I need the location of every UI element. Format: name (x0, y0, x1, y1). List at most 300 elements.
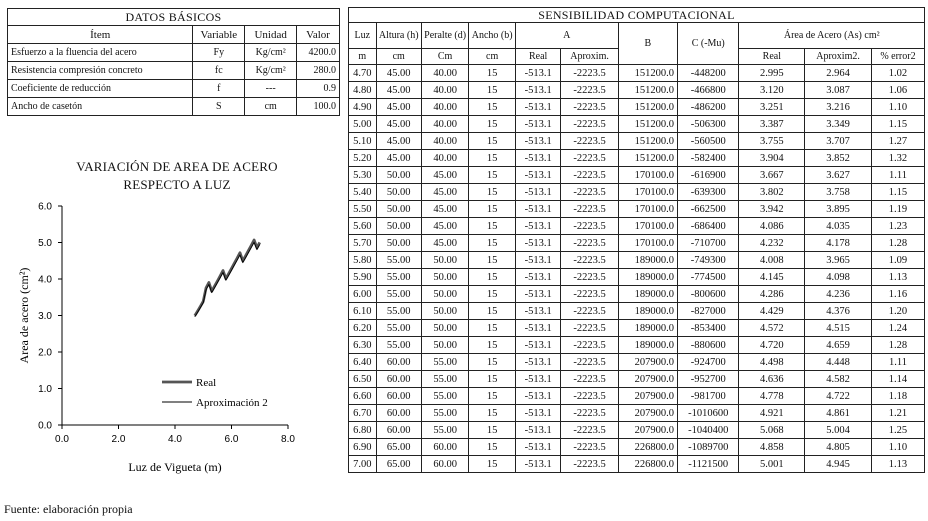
cell-a-real: -513.1 (515, 99, 561, 116)
cell-a-aprox: -2223.5 (561, 133, 618, 150)
cell-b: 151200.0 (618, 82, 677, 99)
cell-a-real: -513.1 (515, 235, 561, 252)
cell-a-aprox: -2223.5 (561, 235, 618, 252)
cell-b: 189000.0 (618, 303, 677, 320)
cell-as-aprox: 4.035 (805, 218, 872, 235)
cell-altura: 65.00 (376, 456, 421, 473)
cell-luz: 5.70 (349, 235, 377, 252)
cell-peralte: 45.00 (421, 167, 469, 184)
cell-c: -466800 (678, 82, 739, 99)
cell-altura: 45.00 (376, 150, 421, 167)
cell-as-real: 4.498 (739, 354, 805, 371)
cell-as-real: 4.720 (739, 337, 805, 354)
basic-cell-item: Coeficiente de reducción (8, 80, 193, 98)
cell-altura: 55.00 (376, 303, 421, 320)
table-row (349, 201, 925, 218)
unit-as-real: Real (739, 49, 805, 65)
cell-as-aprox: 4.098 (805, 269, 872, 286)
cell-a-real: -513.1 (515, 201, 561, 218)
cell-error: 1.32 (871, 150, 924, 167)
y-tick-label: 6.0 (38, 201, 52, 213)
y-tick-label: 3.0 (38, 311, 52, 322)
cell-a-aprox: -2223.5 (561, 388, 618, 405)
cell-b: 170100.0 (618, 167, 677, 184)
cell-as-aprox: 4.236 (805, 286, 872, 303)
table-row (349, 405, 925, 422)
cell-as-aprox: 3.707 (805, 133, 872, 150)
basic-data-row (8, 80, 340, 98)
cell-a-real: -513.1 (515, 337, 561, 354)
table-row (349, 133, 925, 150)
basic-data-row (8, 44, 340, 62)
header-altura: Altura (h) (376, 23, 421, 49)
cell-luz: 5.60 (349, 218, 377, 235)
table-row (349, 388, 925, 405)
cell-as-real: 5.068 (739, 422, 805, 439)
basic-cell-item: Esfuerzo a la fluencia del acero (8, 44, 193, 62)
unit-luz: m (349, 49, 377, 65)
y-axis-label: Area de acero (cm²) (17, 267, 31, 364)
cell-error: 1.23 (871, 218, 924, 235)
cell-b: 151200.0 (618, 150, 677, 167)
cell-a-aprox: -2223.5 (561, 303, 618, 320)
cell-b: 170100.0 (618, 218, 677, 235)
cell-peralte: 50.00 (421, 320, 469, 337)
cell-as-real: 4.921 (739, 405, 805, 422)
cell-altura: 55.00 (376, 337, 421, 354)
cell-c: -560500 (678, 133, 739, 150)
basic-header-item: Ítem (8, 26, 193, 44)
cell-a-real: -513.1 (515, 167, 561, 184)
cell-c: -582400 (678, 150, 739, 167)
cell-luz: 5.20 (349, 150, 377, 167)
cell-ancho: 15 (469, 82, 515, 99)
cell-error: 1.24 (871, 320, 924, 337)
cell-a-real: -513.1 (515, 456, 561, 473)
cell-b: 151200.0 (618, 65, 677, 82)
basic-cell-value: 100.0 (297, 98, 340, 116)
header-a: A (515, 23, 618, 49)
cell-as-real: 4.572 (739, 320, 805, 337)
cell-peralte: 55.00 (421, 388, 469, 405)
header-luz: Luz (349, 23, 377, 49)
table-row (349, 82, 925, 99)
cell-as-real: 3.387 (739, 116, 805, 133)
cell-error: 1.15 (871, 116, 924, 133)
cell-ancho: 15 (469, 422, 515, 439)
cell-c: -710700 (678, 235, 739, 252)
basic-cell-value: 0.9 (297, 80, 340, 98)
y-tick-label: 0.0 (38, 420, 52, 432)
cell-ancho: 15 (469, 116, 515, 133)
table-row (349, 65, 925, 82)
basic-cell-variable: Fy (193, 44, 245, 62)
legend-label: Real (196, 377, 217, 389)
cell-altura: 50.00 (376, 184, 421, 201)
basic-cell-item: Resistencia compresión concreto (8, 62, 193, 80)
cell-ancho: 15 (469, 388, 515, 405)
cell-b: 207900.0 (618, 422, 677, 439)
cell-peralte: 55.00 (421, 422, 469, 439)
cell-ancho: 15 (469, 286, 515, 303)
cell-error: 1.10 (871, 439, 924, 456)
cell-peralte: 40.00 (421, 116, 469, 133)
cell-error: 1.13 (871, 269, 924, 286)
table-row (349, 99, 925, 116)
table-row (349, 286, 925, 303)
cell-c: -639300 (678, 184, 739, 201)
cell-altura: 45.00 (376, 116, 421, 133)
table-row (349, 337, 925, 354)
table-row (349, 116, 925, 133)
cell-altura: 60.00 (376, 405, 421, 422)
cell-altura: 55.00 (376, 252, 421, 269)
header-ancho: Ancho (b) (469, 23, 515, 49)
cell-as-real: 4.636 (739, 371, 805, 388)
cell-peralte: 45.00 (421, 218, 469, 235)
cell-a-real: -513.1 (515, 218, 561, 235)
cell-a-aprox: -2223.5 (561, 405, 618, 422)
basic-cell-unit: --- (245, 80, 297, 98)
cell-as-real: 3.755 (739, 133, 805, 150)
cell-a-real: -513.1 (515, 116, 561, 133)
cell-error: 1.11 (871, 167, 924, 184)
cell-as-aprox: 3.965 (805, 252, 872, 269)
cell-a-real: -513.1 (515, 303, 561, 320)
cell-c: -880600 (678, 337, 739, 354)
cell-b: 189000.0 (618, 252, 677, 269)
cell-peralte: 45.00 (421, 235, 469, 252)
cell-a-real: -513.1 (515, 133, 561, 150)
cell-luz: 6.30 (349, 337, 377, 354)
table-row (349, 439, 925, 456)
cell-b: 170100.0 (618, 235, 677, 252)
header-c: C (-Mu) (678, 23, 739, 65)
cell-luz: 6.00 (349, 286, 377, 303)
cell-as-aprox: 4.582 (805, 371, 872, 388)
cell-ancho: 15 (469, 439, 515, 456)
cell-as-real: 4.286 (739, 286, 805, 303)
cell-luz: 6.80 (349, 422, 377, 439)
cell-error: 1.11 (871, 354, 924, 371)
cell-as-aprox: 3.895 (805, 201, 872, 218)
cell-error: 1.21 (871, 405, 924, 422)
cell-as-real: 3.802 (739, 184, 805, 201)
cell-luz: 5.00 (349, 116, 377, 133)
table-row (349, 303, 925, 320)
table-row (349, 422, 925, 439)
cell-ancho: 15 (469, 167, 515, 184)
cell-a-real: -513.1 (515, 388, 561, 405)
cell-c: -616900 (678, 167, 739, 184)
cell-b: 170100.0 (618, 201, 677, 218)
cell-b: 207900.0 (618, 405, 677, 422)
cell-a-aprox: -2223.5 (561, 320, 618, 337)
cell-altura: 60.00 (376, 371, 421, 388)
cell-c: -686400 (678, 218, 739, 235)
cell-ancho: 15 (469, 201, 515, 218)
cell-ancho: 15 (469, 133, 515, 150)
table-row (349, 320, 925, 337)
cell-ancho: 15 (469, 337, 515, 354)
basic-cell-value: 280.0 (297, 62, 340, 80)
cell-c: -662500 (678, 201, 739, 218)
cell-peralte: 60.00 (421, 456, 469, 473)
cell-error: 1.10 (871, 99, 924, 116)
y-tick-label: 5.0 (38, 238, 52, 249)
cell-ancho: 15 (469, 354, 515, 371)
cell-a-aprox: -2223.5 (561, 337, 618, 354)
cell-altura: 55.00 (376, 320, 421, 337)
cell-altura: 50.00 (376, 235, 421, 252)
cell-luz: 6.70 (349, 405, 377, 422)
table-row (349, 150, 925, 167)
cell-peralte: 55.00 (421, 405, 469, 422)
table-row (349, 235, 925, 252)
series-line-aproximacion (195, 242, 260, 316)
cell-ancho: 15 (469, 99, 515, 116)
legend-label: Aproximación 2 (196, 397, 268, 409)
basic-cell-value: 4200.0 (297, 44, 340, 62)
basic-cell-variable: f (193, 80, 245, 98)
cell-a-aprox: -2223.5 (561, 65, 618, 82)
cell-a-aprox: -2223.5 (561, 116, 618, 133)
cell-error: 1.02 (871, 65, 924, 82)
cell-b: 170100.0 (618, 184, 677, 201)
cell-c: -448200 (678, 65, 739, 82)
cell-peralte: 45.00 (421, 201, 469, 218)
cell-error: 1.15 (871, 184, 924, 201)
cell-as-aprox: 2.964 (805, 65, 872, 82)
cell-c: -952700 (678, 371, 739, 388)
cell-a-real: -513.1 (515, 405, 561, 422)
cell-as-real: 4.086 (739, 218, 805, 235)
cell-ancho: 15 (469, 65, 515, 82)
cell-a-aprox: -2223.5 (561, 184, 618, 201)
cell-luz: 6.90 (349, 439, 377, 456)
cell-altura: 45.00 (376, 82, 421, 99)
cell-c: -981700 (678, 388, 739, 405)
cell-peralte: 50.00 (421, 337, 469, 354)
basic-data-title: DATOS BÁSICOS (8, 9, 340, 26)
table-row (349, 354, 925, 371)
cell-as-aprox: 3.627 (805, 167, 872, 184)
unit-ancho: cm (469, 49, 515, 65)
cell-altura: 45.00 (376, 133, 421, 150)
steel-area-chart (0, 150, 345, 490)
cell-as-aprox: 4.515 (805, 320, 872, 337)
x-tick-label: 8.0 (281, 434, 295, 445)
cell-a-aprox: -2223.5 (561, 201, 618, 218)
basic-cell-unit: Kg/cm² (245, 62, 297, 80)
cell-b: 207900.0 (618, 354, 677, 371)
cell-c: -853400 (678, 320, 739, 337)
cell-a-aprox: -2223.5 (561, 354, 618, 371)
x-tick-label: 4.0 (168, 434, 182, 445)
cell-b: 226800.0 (618, 439, 677, 456)
cell-luz: 5.50 (349, 201, 377, 218)
cell-a-aprox: -2223.5 (561, 167, 618, 184)
cell-as-aprox: 4.861 (805, 405, 872, 422)
basic-data-row (8, 98, 340, 116)
cell-altura: 60.00 (376, 422, 421, 439)
cell-altura: 60.00 (376, 388, 421, 405)
cell-c: -506300 (678, 116, 739, 133)
y-tick-label: 1.0 (38, 384, 52, 395)
cell-luz: 5.30 (349, 167, 377, 184)
cell-peralte: 55.00 (421, 371, 469, 388)
cell-ancho: 15 (469, 218, 515, 235)
cell-altura: 45.00 (376, 65, 421, 82)
cell-a-aprox: -2223.5 (561, 439, 618, 456)
cell-luz: 5.10 (349, 133, 377, 150)
x-axis-label: Luz de Vigueta (m) (128, 460, 222, 474)
cell-error: 1.16 (871, 286, 924, 303)
cell-altura: 50.00 (376, 201, 421, 218)
cell-luz: 5.90 (349, 269, 377, 286)
cell-b: 189000.0 (618, 269, 677, 286)
cell-peralte: 40.00 (421, 82, 469, 99)
cell-ancho: 15 (469, 303, 515, 320)
cell-as-aprox: 4.448 (805, 354, 872, 371)
cell-luz: 4.80 (349, 82, 377, 99)
cell-as-real: 2.995 (739, 65, 805, 82)
cell-a-real: -513.1 (515, 269, 561, 286)
unit-altura: cm (376, 49, 421, 65)
cell-ancho: 15 (469, 269, 515, 286)
cell-altura: 65.00 (376, 439, 421, 456)
cell-ancho: 15 (469, 252, 515, 269)
cell-as-real: 3.942 (739, 201, 805, 218)
unit-peralte: Cm (421, 49, 469, 65)
sensitivity-title: SENSIBILIDAD COMPUTACIONAL (349, 8, 925, 23)
cell-c: -1121500 (678, 456, 739, 473)
table-row (349, 252, 925, 269)
cell-peralte: 40.00 (421, 150, 469, 167)
cell-a-aprox: -2223.5 (561, 456, 618, 473)
cell-c: -924700 (678, 354, 739, 371)
cell-error: 1.28 (871, 337, 924, 354)
cell-ancho: 15 (469, 405, 515, 422)
cell-c: -827000 (678, 303, 739, 320)
chart-title-line1: VARIACIÓN DE AREA DE ACERO (76, 159, 278, 174)
cell-luz: 4.70 (349, 65, 377, 82)
basic-header-value: Valor (297, 26, 340, 44)
basic-header-variable: Variable (193, 26, 245, 44)
cell-a-real: -513.1 (515, 286, 561, 303)
cell-a-aprox: -2223.5 (561, 269, 618, 286)
cell-as-real: 4.232 (739, 235, 805, 252)
cell-as-real: 5.001 (739, 456, 805, 473)
y-tick-label: 2.0 (38, 347, 52, 359)
cell-as-real: 4.145 (739, 269, 805, 286)
y-tick-label: 4.0 (38, 274, 52, 286)
basic-data-table (7, 8, 340, 116)
cell-luz: 6.40 (349, 354, 377, 371)
cell-as-aprox: 4.659 (805, 337, 872, 354)
table-row (349, 218, 925, 235)
cell-as-real: 4.778 (739, 388, 805, 405)
cell-as-aprox: 3.349 (805, 116, 872, 133)
cell-b: 189000.0 (618, 337, 677, 354)
cell-luz: 6.20 (349, 320, 377, 337)
cell-a-aprox: -2223.5 (561, 82, 618, 99)
cell-peralte: 50.00 (421, 303, 469, 320)
basic-cell-unit: cm (245, 98, 297, 116)
cell-c: -486200 (678, 99, 739, 116)
cell-as-aprox: 4.722 (805, 388, 872, 405)
cell-a-aprox: -2223.5 (561, 286, 618, 303)
cell-ancho: 15 (469, 320, 515, 337)
source-footer: Fuente: elaboración propia (4, 502, 133, 516)
header-peralte: Peralte (d) (421, 23, 469, 49)
cell-as-aprox: 4.376 (805, 303, 872, 320)
cell-a-aprox: -2223.5 (561, 252, 618, 269)
cell-a-real: -513.1 (515, 82, 561, 99)
unit-error: % error2 (871, 49, 924, 65)
cell-error: 1.28 (871, 235, 924, 252)
cell-a-aprox: -2223.5 (561, 422, 618, 439)
cell-as-aprox: 4.945 (805, 456, 872, 473)
cell-error: 1.06 (871, 82, 924, 99)
cell-a-real: -513.1 (515, 184, 561, 201)
x-tick-label: 0.0 (55, 434, 69, 445)
cell-ancho: 15 (469, 235, 515, 252)
cell-error: 1.09 (871, 252, 924, 269)
cell-luz: 6.60 (349, 388, 377, 405)
unit-a-aprox: Aproxim. (561, 49, 618, 65)
cell-as-aprox: 3.758 (805, 184, 872, 201)
basic-data-row (8, 62, 340, 80)
cell-peralte: 50.00 (421, 286, 469, 303)
basic-cell-variable: S (193, 98, 245, 116)
cell-c: -1010600 (678, 405, 739, 422)
cell-error: 1.27 (871, 133, 924, 150)
cell-a-real: -513.1 (515, 354, 561, 371)
cell-luz: 5.80 (349, 252, 377, 269)
cell-a-real: -513.1 (515, 439, 561, 456)
cell-altura: 45.00 (376, 99, 421, 116)
header-b: B (618, 23, 677, 65)
cell-as-real: 3.251 (739, 99, 805, 116)
cell-peralte: 45.00 (421, 184, 469, 201)
cell-a-real: -513.1 (515, 320, 561, 337)
cell-b: 207900.0 (618, 388, 677, 405)
cell-c: -800600 (678, 286, 739, 303)
cell-as-aprox: 4.178 (805, 235, 872, 252)
cell-a-aprox: -2223.5 (561, 99, 618, 116)
cell-as-aprox: 3.852 (805, 150, 872, 167)
cell-error: 1.25 (871, 422, 924, 439)
sensitivity-body (349, 65, 925, 473)
cell-altura: 50.00 (376, 167, 421, 184)
cell-error: 1.14 (871, 371, 924, 388)
cell-peralte: 50.00 (421, 269, 469, 286)
cell-as-real: 3.667 (739, 167, 805, 184)
unit-a-real: Real (515, 49, 561, 65)
cell-b: 151200.0 (618, 116, 677, 133)
cell-as-real: 4.008 (739, 252, 805, 269)
cell-ancho: 15 (469, 150, 515, 167)
cell-c: -749300 (678, 252, 739, 269)
cell-b: 151200.0 (618, 99, 677, 116)
basic-header-unit: Unidad (245, 26, 297, 44)
cell-b: 207900.0 (618, 371, 677, 388)
cell-luz: 4.90 (349, 99, 377, 116)
cell-luz: 6.10 (349, 303, 377, 320)
cell-b: 189000.0 (618, 286, 677, 303)
cell-luz: 5.40 (349, 184, 377, 201)
